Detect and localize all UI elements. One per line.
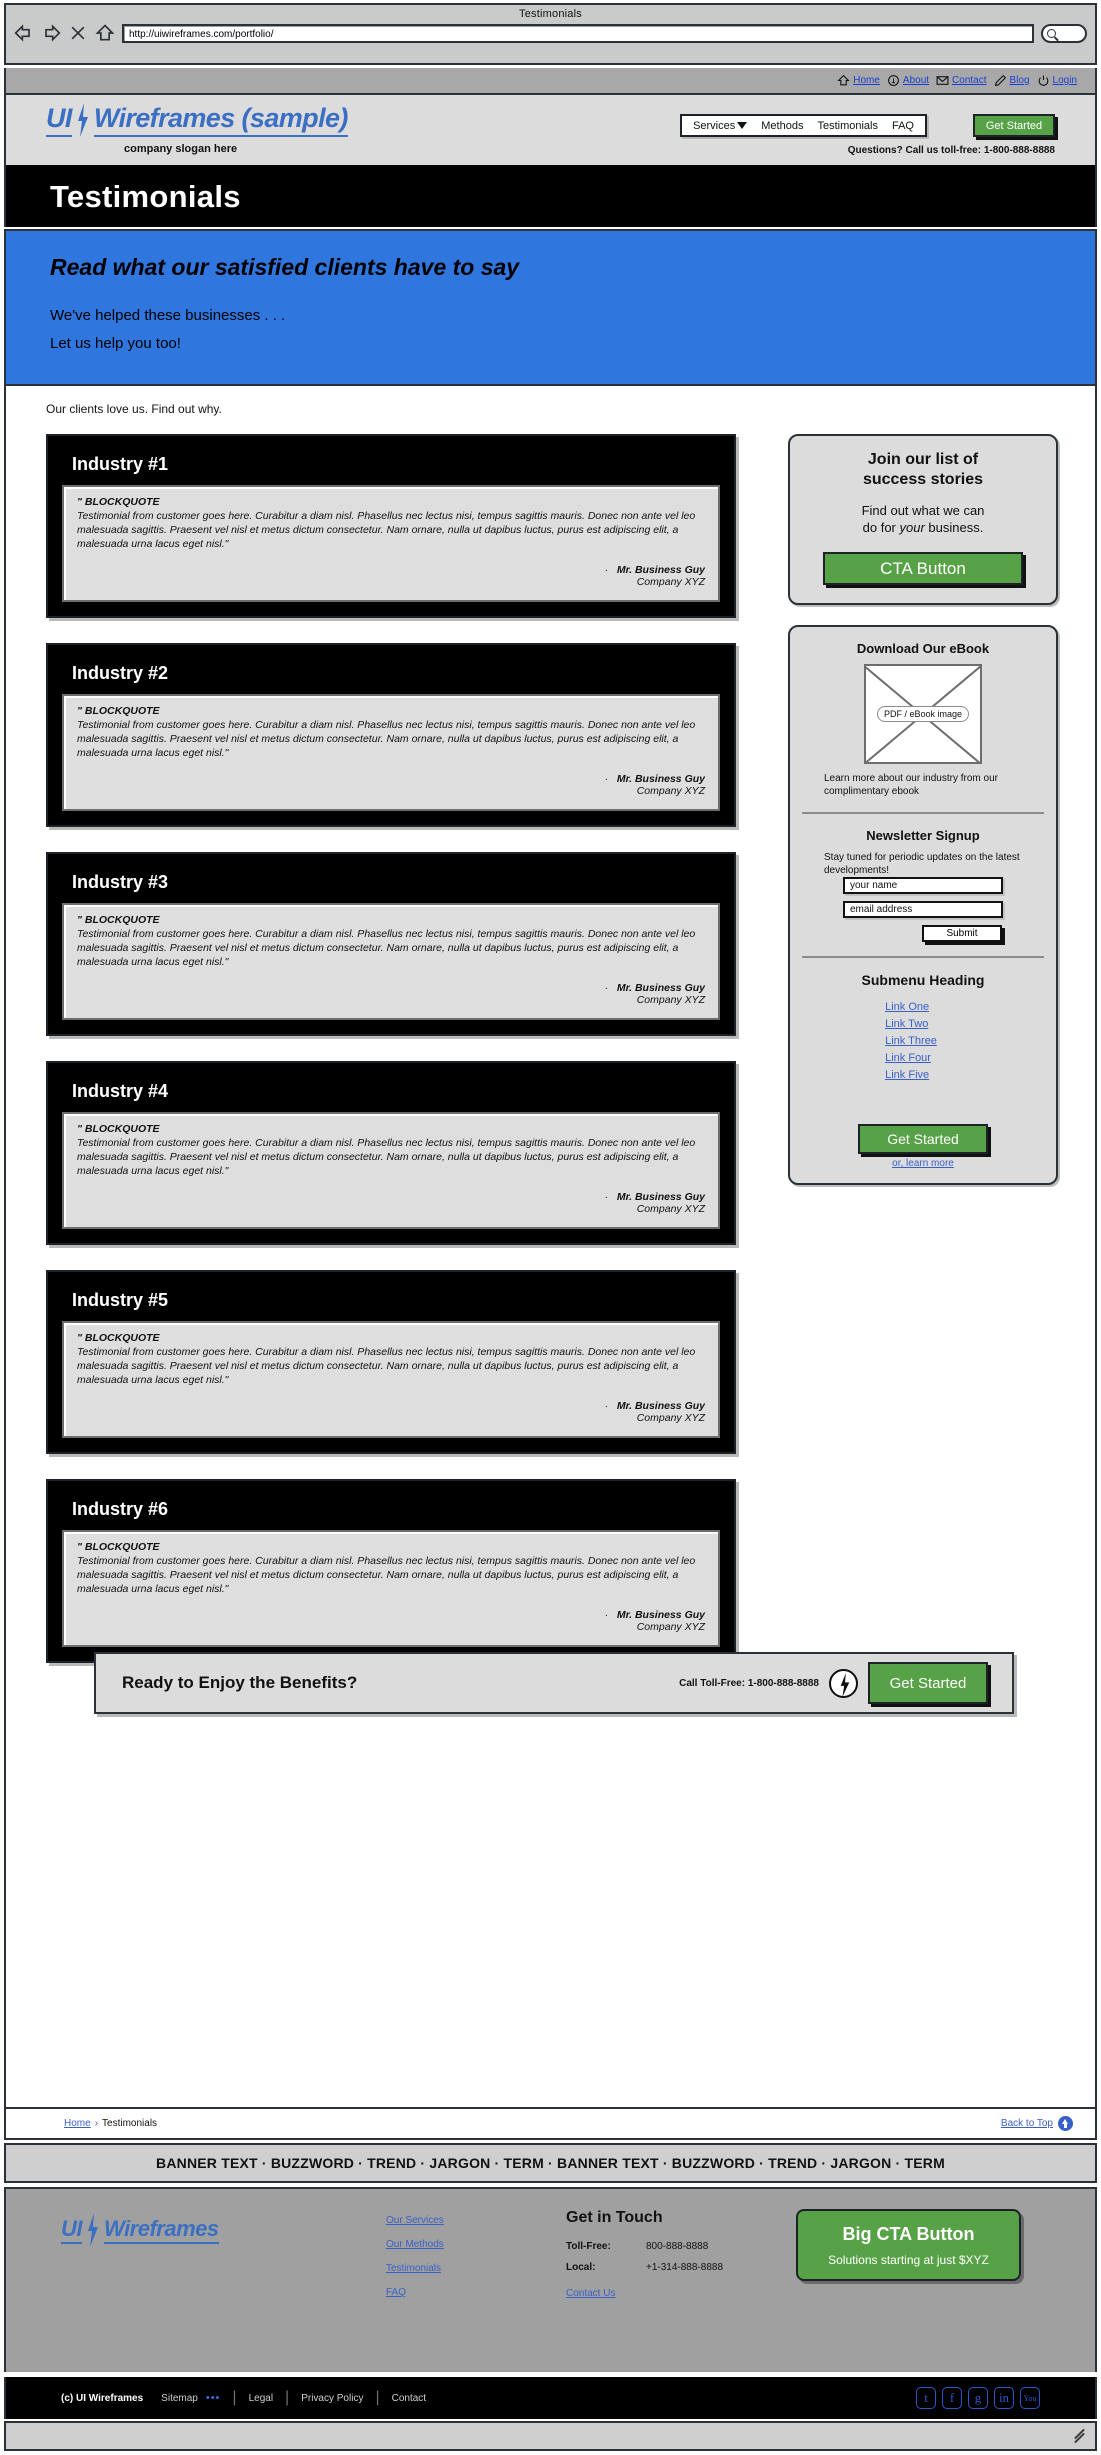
testimonial-attribution	[77, 773, 705, 797]
hero-line-1: We've helped these businesses . . .	[50, 307, 286, 324]
utility-link-about[interactable]	[887, 74, 929, 87]
nav-item-services[interactable]	[693, 120, 747, 132]
blockquote-body: Testimonial from customer goes here. Curabitur a diam nisl. Phasellus nec lectus nisi, tempus sagittis mauris. Donec non ante vel leo malesuada sagittis. Praesent vel nisl et metus dictum consectetur. Nam ornare, nulla ut dapibus luctus, purus est adipiscing elit, a malesuada urna lacus eget nisl."	[77, 510, 696, 550]
browser-chrome	[4, 3, 1097, 65]
big-cta-line2: Solutions starting at just $XYZ	[828, 2253, 989, 2267]
banner-text: BANNER TEXT · BUZZWORD · TREND · JARGON · TERM · BANNER TEXT · BUZZWORD · TREND · JARGON · TERM	[156, 2155, 945, 2171]
submenu-section	[802, 958, 1044, 1183]
nav-item-methods[interactable]: Methods	[761, 119, 804, 132]
blockquote-label: " BLOCKQUOTE	[77, 496, 160, 508]
footer-link-faq[interactable]: FAQ	[386, 2287, 407, 2298]
get-in-touch-block	[566, 2209, 723, 2301]
footer-link-testimonials[interactable]: Testimonials	[386, 2263, 442, 2274]
page-title-band	[4, 165, 1097, 227]
copyright-text: (c) UI Wireframes	[61, 2392, 144, 2404]
testimonial-quote	[62, 485, 720, 602]
tollfree-value: 800-888-8888	[646, 2241, 709, 2252]
back-arrow-icon[interactable]	[14, 23, 34, 43]
page-title: Testimonials	[50, 179, 241, 214]
attribution-name: · Mr. Business Guy	[605, 1609, 705, 1621]
hero-heading: Read what our satisfied clients have to say	[50, 254, 520, 280]
panel-subtext	[806, 502, 1040, 536]
chevron-down-icon	[737, 122, 747, 129]
sidebar-multi-panel	[788, 625, 1058, 1185]
site-logo[interactable]	[46, 103, 348, 155]
utility-link-label: About	[902, 75, 930, 86]
site-footer	[4, 2187, 1097, 2372]
get-started-button-cta-bar[interactable]: Get Started	[868, 1662, 988, 1704]
info-icon	[887, 74, 900, 87]
linkedin-icon[interactable]: in	[994, 2387, 1014, 2409]
panel-sub-emphasis: your	[899, 520, 925, 535]
testimonial-attribution	[77, 564, 705, 588]
panel-heading-line2: success stories	[862, 471, 984, 488]
testimonial-industry-title: Industry #4	[72, 1081, 169, 1101]
attribution-name: · Mr. Business Guy	[605, 773, 705, 785]
main-content	[4, 386, 1097, 2107]
attribution-company: Company XYZ	[636, 994, 705, 1006]
panel-heading	[806, 450, 1040, 490]
ebook-image-placeholder	[864, 664, 982, 764]
cta-bar-headline: Ready to Enjoy the Benefits?	[122, 1673, 358, 1692]
table-row	[46, 1270, 736, 1454]
tollfree-label: Toll-Free:	[566, 2241, 611, 2252]
main-nav	[680, 114, 927, 137]
home-icon[interactable]	[95, 23, 115, 43]
utility-link-home[interactable]	[837, 74, 880, 87]
back-to-top-label: Back to Top	[1000, 2118, 1053, 2129]
utility-link-login[interactable]	[1037, 74, 1077, 87]
privacy-policy-link[interactable]: Privacy Policy	[301, 2392, 364, 2404]
blockquote-body: Testimonial from customer goes here. Curabitur a diam nisl. Phasellus nec lectus nisi, tempus sagittis mauris. Donec non ante vel leo malesuada sagittis. Praesent vel nisl et metus dictum consectetur. Nam ornare, nulla ut dapibus luctus, purus est adipiscing elit, a malesuada urna lacus eget nisl."	[77, 1555, 696, 1595]
testimonial-industry-title: Industry #1	[72, 454, 169, 474]
nav-item-faq[interactable]: FAQ	[891, 119, 914, 132]
testimonial-industry-title: Industry #3	[72, 872, 169, 892]
panel-sub-line2-b: business.	[924, 520, 984, 535]
submenu-link-list	[883, 999, 963, 1102]
cta-bar-phone: Call Toll-Free: 1-800-888-8888	[679, 1677, 819, 1689]
home-icon	[837, 74, 850, 87]
submenu-link-two[interactable]: Link Two	[885, 1018, 929, 1030]
testimonial-industry-title: Industry #2	[72, 663, 169, 683]
content-intro: Our clients love us. Find out why.	[46, 402, 222, 416]
big-cta-button[interactable]	[796, 2209, 1021, 2281]
contact-link[interactable]: Contact	[391, 2392, 427, 2404]
lightning-bolt-icon	[85, 2213, 101, 2247]
browser-search-box[interactable]	[1041, 24, 1087, 43]
envelope-icon	[936, 74, 949, 87]
breadcrumb-home[interactable]: Home	[64, 2118, 91, 2129]
submenu-heading: Submenu Heading	[861, 972, 985, 988]
footer-logo-pre: UI	[61, 2216, 82, 2244]
site-slogan: company slogan here	[124, 143, 238, 155]
table-row	[46, 434, 736, 618]
arrow-up-circle-icon	[1058, 2116, 1073, 2131]
footer-logo[interactable]	[61, 2213, 219, 2247]
utility-link-blog[interactable]	[994, 74, 1030, 87]
back-to-top-link[interactable]	[1001, 2116, 1073, 2131]
newsletter-heading: Newsletter Signup	[866, 828, 980, 843]
local-label: Local:	[566, 2262, 596, 2273]
divider: |	[232, 2389, 237, 2406]
newsletter-section	[802, 814, 1044, 958]
twitter-icon[interactable]: t	[916, 2387, 936, 2409]
logo-text-pre: UI	[46, 103, 72, 137]
browser-title: Testimonials	[519, 8, 582, 20]
table-row	[46, 1479, 736, 1663]
get-started-button-header[interactable]: Get Started	[973, 114, 1055, 137]
table-row	[46, 1061, 736, 1245]
newsletter-submit-button[interactable]: Submit	[922, 925, 1002, 942]
address-bar[interactable]: http://uiwireframes.com/portfolio/	[122, 24, 1034, 43]
ebook-image-caption: PDF / eBook image	[877, 706, 969, 722]
search-icon	[1047, 29, 1056, 38]
sidebar	[788, 434, 1058, 1205]
nav-item-label: Services	[693, 119, 736, 132]
blockquote-label: " BLOCKQUOTE	[77, 1123, 160, 1135]
google-plus-icon[interactable]: g	[968, 2387, 988, 2409]
attribution-company: Company XYZ	[636, 1621, 705, 1633]
testimonial-quote	[62, 1530, 720, 1647]
attribution-company: Company XYZ	[636, 785, 705, 797]
contact-us-link[interactable]: Contact Us	[566, 2288, 616, 2299]
breadcrumb-trail	[64, 2118, 157, 2129]
blockquote-body: Testimonial from customer goes here. Curabitur a diam nisl. Phasellus nec lectus nisi, tempus sagittis mauris. Donec non ante vel leo malesuada sagittis. Praesent vel nisl et metus dictum consectetur. Nam ornare, nulla ut dapibus luctus, purus est adipiscing elit, a malesuada urna lacus eget nisl."	[77, 1346, 696, 1386]
power-icon	[1037, 74, 1050, 87]
hero-banner	[4, 229, 1097, 386]
youtube-icon[interactable]: You	[1020, 2387, 1040, 2409]
testimonial-attribution	[77, 982, 705, 1006]
cta-button[interactable]: CTA Button	[823, 552, 1023, 585]
table-row	[46, 643, 736, 827]
divider: |	[375, 2389, 380, 2406]
testimonial-attribution	[77, 1609, 705, 1633]
lightning-bolt-icon	[829, 1669, 858, 1698]
panel-heading-line1: Join our list of	[867, 451, 979, 468]
facebook-icon[interactable]: f	[942, 2387, 962, 2409]
lightning-bolt-icon	[75, 103, 91, 137]
learn-more-link[interactable]: or, learn more	[892, 1158, 954, 1169]
browser-toolbar	[6, 20, 1095, 43]
social-icon-list	[916, 2387, 1040, 2409]
panel-sub-line2-a: do for	[862, 520, 900, 535]
nav-item-testimonials[interactable]: Testimonials	[817, 119, 878, 132]
blockquote-label: " BLOCKQUOTE	[77, 1332, 160, 1344]
blockquote-body: Testimonial from customer goes here. Curabitur a diam nisl. Phasellus nec lectus nisi, tempus sagittis mauris. Donec non ante vel leo malesuada sagittis. Praesent vel nisl et metus dictum consectetur. Nam ornare, nulla ut dapibus luctus, purus est adipiscing elit, a malesuada urna lacus eget nisl."	[77, 1137, 696, 1177]
local-row	[566, 2262, 723, 2273]
sitemap-dots-icon: •••	[205, 2392, 221, 2404]
blockquote-body: Testimonial from customer goes here. Curabitur a diam nisl. Phasellus nec lectus nisi, tempus sagittis mauris. Donec non ante vel leo malesuada sagittis. Praesent vel nisl et metus dictum consectetur. Nam ornare, nulla ut dapibus luctus, purus est adipiscing elit, a malesuada urna lacus eget nisl."	[77, 928, 696, 968]
testimonial-attribution	[77, 1191, 705, 1215]
resize-grip-icon[interactable]	[1073, 2429, 1087, 2443]
table-row	[46, 852, 736, 1036]
attribution-company: Company XYZ	[636, 1203, 705, 1215]
blockquote-body: Testimonial from customer goes here. Curabitur a diam nisl. Phasellus nec lectus nisi, tempus sagittis mauris. Donec non ante vel leo malesuada sagittis. Praesent vel nisl et metus dictum consectetur. Nam ornare, nulla ut dapibus luctus, purus est adipiscing elit, a malesuada urna lacus eget nisl."	[77, 719, 696, 759]
footer-link-list	[386, 2215, 444, 2311]
testimonial-quote	[62, 694, 720, 811]
footer-logo-post: Wireframes	[104, 2216, 219, 2244]
testimonial-quote	[62, 1321, 720, 1438]
utility-link-label: Login	[1052, 75, 1077, 86]
big-cta-line1: Big CTA Button	[842, 2224, 975, 2244]
attribution-name: · Mr. Business Guy	[605, 982, 705, 994]
chevron-right-icon: ›	[94, 2118, 99, 2129]
testimonial-list	[46, 434, 736, 1688]
legal-link[interactable]: Legal	[248, 2392, 274, 2404]
success-stories-panel	[788, 434, 1058, 605]
attribution-name: · Mr. Business Guy	[605, 564, 705, 576]
get-started-button-sidebar[interactable]: Get Started	[858, 1124, 988, 1154]
breadcrumb-current: Testimonials	[102, 2118, 158, 2129]
pencil-icon	[994, 74, 1007, 87]
utility-nav	[4, 68, 1097, 95]
local-value: +1-314-888-8888	[646, 2262, 724, 2273]
testimonial-industry-title: Industry #6	[72, 1499, 169, 1519]
testimonial-quote	[62, 903, 720, 1020]
newsletter-email-input[interactable]: email address	[843, 901, 1003, 918]
sitemap-link[interactable]: Sitemap	[161, 2392, 198, 2404]
attribution-name: · Mr. Business Guy	[605, 1400, 705, 1412]
tollfree-row	[566, 2241, 723, 2252]
get-in-touch-heading: Get in Touch	[566, 2209, 663, 2226]
submenu-link-three[interactable]: Link Three	[885, 1035, 937, 1047]
utility-link-contact[interactable]	[936, 74, 986, 87]
attribution-name: · Mr. Business Guy	[605, 1191, 705, 1203]
ebook-heading: Download Our eBook	[856, 641, 990, 656]
newsletter-name-input[interactable]: your name	[843, 877, 1003, 894]
footer-link-our-services[interactable]: Our Services	[386, 2215, 444, 2226]
utility-link-label: Contact	[952, 75, 987, 86]
logo-text-post: Wireframes (sample)	[94, 103, 348, 137]
attribution-company: Company XYZ	[636, 1412, 705, 1424]
submenu-link-five[interactable]: Link Five	[885, 1069, 930, 1081]
breadcrumb	[4, 2107, 1097, 2140]
site-header	[4, 95, 1097, 165]
bottom-cta-bar	[94, 1652, 1014, 1714]
copyright-bar	[4, 2377, 1097, 2419]
ebook-section	[802, 627, 1044, 814]
testimonial-quote	[62, 1112, 720, 1229]
testimonial-industry-title: Industry #5	[72, 1290, 169, 1310]
footer-link-our-methods[interactable]: Our Methods	[386, 2239, 444, 2250]
blockquote-label: " BLOCKQUOTE	[77, 1541, 160, 1553]
utility-link-label: Home	[853, 75, 880, 86]
header-phone-note: Questions? Call us toll-free: 1-800-888-8888	[847, 145, 1055, 156]
blockquote-label: " BLOCKQUOTE	[77, 705, 160, 717]
banner-text-strip	[4, 2143, 1097, 2183]
hero-line-2: Let us help you too!	[50, 335, 181, 352]
panel-sub-line1: Find out what we can	[861, 503, 985, 518]
horizontal-scrollbar[interactable]	[4, 2421, 1097, 2451]
utility-link-label: Blog	[1009, 75, 1030, 86]
attribution-company: Company XYZ	[636, 576, 705, 588]
divider: |	[285, 2389, 290, 2406]
blockquote-label: " BLOCKQUOTE	[77, 914, 160, 926]
testimonial-attribution	[77, 1400, 705, 1424]
submenu-link-four[interactable]: Link Four	[885, 1052, 931, 1064]
newsletter-description: Stay tuned for periodic updates on the latest developments!	[824, 852, 1020, 876]
submenu-link-one[interactable]: Link One	[885, 1001, 930, 1013]
ebook-lead-text: Learn more about our industry from our complimentary ebook	[824, 773, 998, 797]
forward-arrow-icon[interactable]	[41, 23, 61, 43]
stop-x-icon[interactable]	[68, 23, 88, 43]
